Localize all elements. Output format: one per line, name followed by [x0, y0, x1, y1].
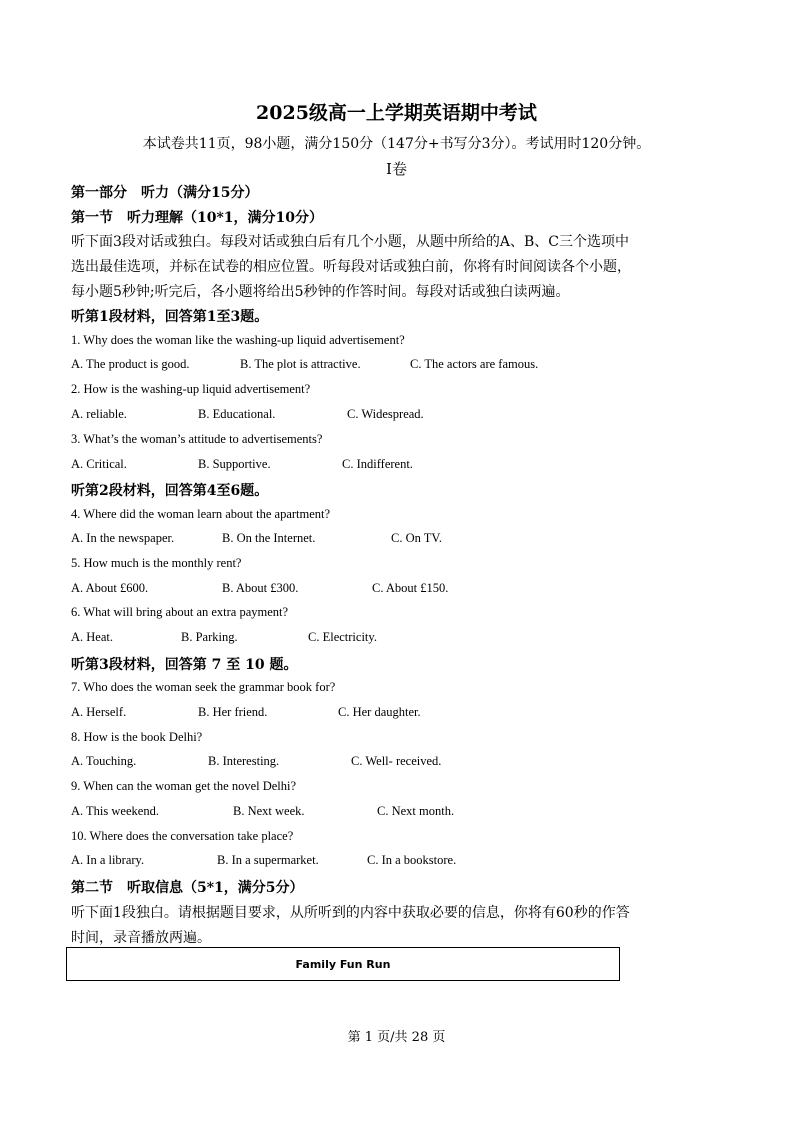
q5-option-c: C. About £150. [372, 581, 449, 595]
question-7: 7. Who does the woman seek the grammar book for? [71, 680, 336, 694]
q6-option-c: C. Electricity. [308, 630, 377, 644]
exam-subtitle: 本试卷共11页，98小题，满分150分（147分+书写分3分）。考试用时120分钟。 [142, 136, 651, 152]
group2-heading: 听第2段材料，回答第4至6题。 [71, 483, 269, 499]
q7-option-a: A. Herself. [71, 705, 127, 719]
group1-heading: 听第1段材料，回答第1至3题。 [71, 309, 269, 325]
info-table [66, 947, 620, 981]
q8-option-c: C. Well- received. [351, 754, 442, 768]
q9-option-c: C. Next month. [377, 804, 455, 818]
question-8: 8. How is the book Delhi? [71, 730, 203, 744]
q2-option-c: C. Widespread. [347, 407, 424, 421]
exam-title: 2025级高一上学期英语期中考试 [256, 102, 537, 124]
section1-instructions-line3: 每小题5秒钟;听完后，各小题将给出5秒钟的作答时间。每段对话或独白读两遍。 [71, 284, 570, 300]
group3-heading: 听第3段材料，回答第 7 至 10 题。 [71, 657, 298, 673]
page-footer: 第 1 页/共 28 页 [347, 1030, 446, 1045]
question-10: 10. Where does the conversation take place? [71, 829, 294, 843]
q1-option-c: C. The actors are famous. [410, 357, 539, 371]
q6-option-b: B. Parking. [181, 630, 238, 644]
q8-option-b: B. Interesting. [208, 754, 280, 768]
q7-option-b: B. Her friend. [198, 705, 268, 719]
part1-heading: 第一部分 听力（满分15分） [71, 185, 259, 201]
question-3: 3. What’s the woman’s attitude to advertisements? [71, 432, 323, 446]
q4-option-c: C. On TV. [391, 531, 442, 545]
question-2: 2. How is the washing-up liquid advertisement? [71, 382, 311, 396]
q4-option-a: A. In the newspaper. [71, 531, 175, 545]
q2-option-b: B. Educational. [198, 407, 276, 421]
q7-option-c: C. Her daughter. [338, 705, 421, 719]
q10-option-c: C. In a bookstore. [367, 853, 457, 867]
q8-option-a: A. Touching. [71, 754, 137, 768]
q10-option-a: A. In a library. [71, 853, 145, 867]
q9-option-a: A. This weekend. [71, 804, 159, 818]
section2-instructions-line2: 时间，录音播放两遍。 [71, 930, 211, 946]
section1-instructions-line2: 选出最佳选项，并标在试卷的相应位置。听每段对话或独白前，你将有时间阅读各个小题， [71, 259, 631, 275]
question-5: 5. How much is the monthly rent? [71, 556, 242, 570]
q5-option-a: A. About £600. [71, 581, 149, 595]
q1-option-b: B. The plot is attractive. [240, 357, 361, 371]
section1-instructions-line1: 听下面3段对话或独白。每段对话或独白后有几个小题，从题中所给的A、B、C三个选项中 [71, 234, 630, 250]
q4-option-b: B. On the Internet. [222, 531, 316, 545]
q2-option-a: A. reliable. [71, 407, 127, 421]
info-table-title: Family Fun Run [295, 958, 391, 971]
section1-heading: 第一节 听力理解（10*1，满分10分） [71, 210, 324, 226]
q3-option-c: C. Indifferent. [342, 457, 413, 471]
question-1: 1. Why does the woman like the washing-up liquid advertisement? [71, 333, 405, 347]
section2-heading: 第二节 听取信息（5*1，满分5分） [71, 880, 304, 896]
volume-label: I卷 [386, 160, 407, 178]
q3-option-a: A. Critical. [71, 457, 127, 471]
q1-option-a: A. The product is good. [71, 357, 190, 371]
q9-option-b: B. Next week. [233, 804, 305, 818]
q10-option-b: B. In a supermarket. [217, 853, 319, 867]
q3-option-b: B. Supportive. [198, 457, 271, 471]
q6-option-a: A. Heat. [71, 630, 113, 644]
question-9: 9. When can the woman get the novel Delhi? [71, 779, 297, 793]
section2-instructions-line1: 听下面1段独白。请根据题目要求，从所听到的内容中获取必要的信息，你将有60秒的作答 [71, 905, 630, 921]
question-4: 4. Where did the woman learn about the apartment? [71, 507, 331, 521]
q5-option-b: B. About £300. [222, 581, 299, 595]
question-6: 6. What will bring about an extra payment? [71, 605, 289, 619]
